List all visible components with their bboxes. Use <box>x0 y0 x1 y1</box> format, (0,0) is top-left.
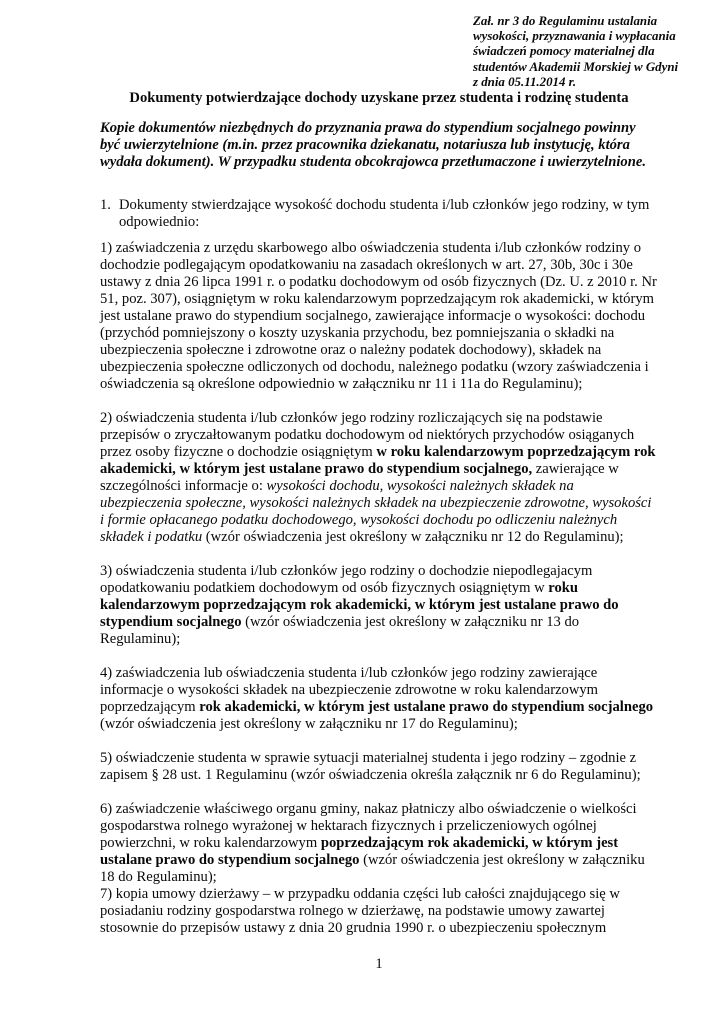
attachment-reference-line: z dnia 05.11.2014 r. <box>473 74 577 89</box>
point-text-run: 5) oświadczenie studenta w sprawie sytuacji materialnej studenta i jego rodziny – zgodnie z zapisem § 28 ust. 1 Regulaminu (wzór oświadczenia określa załącznik nr 6 do Regulaminu); <box>100 750 641 783</box>
point-paragraph <box>100 563 658 648</box>
point-text-run: 1) zaświadczenia z urzędu skarbowego albo oświadczenia studenta i/lub członków rodziny o dochodzie podlegającym opodatkowaniu na zasadach określonych w art. 27, 30b, 30c i 30e ustawy z dnia 26 lipca 1991 r. o podatku dochodowym od osób fizycznych (Dz. U. z 2010 r. Nr 51, poz. 307), osiągniętym w roku kalendarzowym poprzedzającym rok akademicki, w którym jest ustalane prawo do stypendium socjalnego, zawierające informacje o wysokości: dochodu (przychód pomniejszony o koszty uzyskania przychodu, bez pomniejszania o składki na ubezpieczenia społeczne i zdrowotne oraz o należny podatek dochodowy), składek na ubezpieczenia społeczne odliczonych od dochodu, należnego podatku (wzory zaświadczenia i oświadczenia są określone odpowiednio w załączniku nr 11 i 11a do Regulaminu); <box>100 240 657 392</box>
point-text-run: 6) zaświadczenie właściwego organu gminy, nakaz płatniczy albo oświadczenie o wielkości gospodarstwa rolnego wyrażonej w hektarach fizycznych i przeliczeniowych ogólnej powierzchni, w roku kalendarzowym <box>100 801 637 851</box>
point-paragraph <box>100 750 658 784</box>
point-text-run: zawierające w szczególności informacje o: <box>100 461 619 494</box>
point-text-run: wysokości dochodu, wysokości należnych składek na ubezpieczenia społeczne, wysokości należnych składek na ubezpieczenie zdrowotne, wysokości i formie opłacanego podatku dochodowego, wysokości dochodu po odliczeniu należnych składek i podatku <box>100 478 652 545</box>
document-body <box>100 90 658 954</box>
page-title: Dokumenty potwierdzające dochody uzyskane przez studenta i rodzinę studenta <box>129 90 629 106</box>
point-text-run: (wzór oświadczenia jest określony w załączniku nr 13 do Regulaminu); <box>100 614 580 647</box>
numbered-item-1 <box>100 197 658 231</box>
point-text-run: 2) oświadczenia studenta i/lub członków jego rodziny rozliczających się na podstawie przepisów o zryczałtowanym podatku dochodowym od niektórych przychodów osiąganych przez osoby fizyczne o dochodzie osiągniętym <box>100 410 635 460</box>
point-text-run: 4) zaświadczenia lub oświadczenia studenta i/lub członków jego rodziny zawierające informacje o wysokości składek na ubezpieczenie zdrowotne w roku kalendarzowym poprzedzającym <box>100 665 599 715</box>
attachment-reference-line: Zał. nr 3 do Regulaminu ustalania <box>473 14 658 28</box>
point-paragraph <box>100 410 658 546</box>
point-paragraph <box>100 240 658 393</box>
point-paragraph <box>100 801 658 886</box>
intro-paragraph: Kopie dokumentów niezbędnych do przyznania prawa do stypendium socjalnego powinny być uwierzytelnione (m.in. przez pracownika dziekanatu, notariusza lub instytucję, która wydała dokument). W przypadku studenta obcokrajowca przetłumaczone i uwierzytelnione. <box>100 120 646 170</box>
point-text-run: poprzedzającym rok akademicki, w którym jest ustalane prawo do stypendium socjalnego <box>100 835 619 868</box>
point-paragraph <box>100 886 658 937</box>
numbered-item-1-text: Dokumenty stwierdzające wysokość dochodu studenta i/lub członków jego rodziny, w tym odpowiednio: <box>119 197 650 230</box>
point-text-run: w roku kalendarzowym poprzedzającym rok akademicki, w którym jest ustalane prawo do stypendium socjalnego, <box>100 444 656 477</box>
attachment-reference-note <box>473 14 718 90</box>
points-list <box>100 240 658 937</box>
point-text-run: 7) kopia umowy dzierżawy – w przypadku oddania części lub całości znajdującego się w posiadaniu rodziny gospodarstwa rolnego w dzierżawę, na podstawie umowy zawartej stosownie do przepisów ustawy z dnia 20 grudnia 1990 r. o ubezpieczeniu społecznym <box>100 886 620 936</box>
attachment-reference-line: wysokości, przyznawania i wypłacania <box>473 29 676 44</box>
point-text-run: 3) oświadczenia studenta i/lub członków jego rodziny o dochodzie niepodlegajacym opodatkowaniu podatkiem dochodowym od osób fizycznych osiągniętym w <box>100 563 593 596</box>
attachment-reference-line: studentów Akademii Morskiej w Gdyni <box>473 59 679 74</box>
numbered-item-1-marker: 1. <box>100 197 111 213</box>
point-text-run: (wzór oświadczenia jest określony w załączniku nr 17 do Regulaminu); <box>100 716 518 732</box>
attachment-reference-line: świadczeń pomocy materialnej dla <box>473 44 655 59</box>
point-text-run: roku kalendarzowym poprzedzającym rok akademicki, w którym jest ustalane prawo do stypendium socjalnego <box>100 580 619 630</box>
point-paragraph <box>100 665 658 733</box>
point-text-run: (wzór oświadczenia jest określony w załączniku nr 12 do Regulaminu); <box>205 529 624 545</box>
point-text-run: rok akademicki, w którym jest ustalane prawo do stypendium socjalnego <box>199 699 654 715</box>
page-number: 1 <box>375 956 383 972</box>
point-text-run: (wzór oświadczenia jest określony w załączniku 18 do Regulaminu); <box>100 852 645 885</box>
